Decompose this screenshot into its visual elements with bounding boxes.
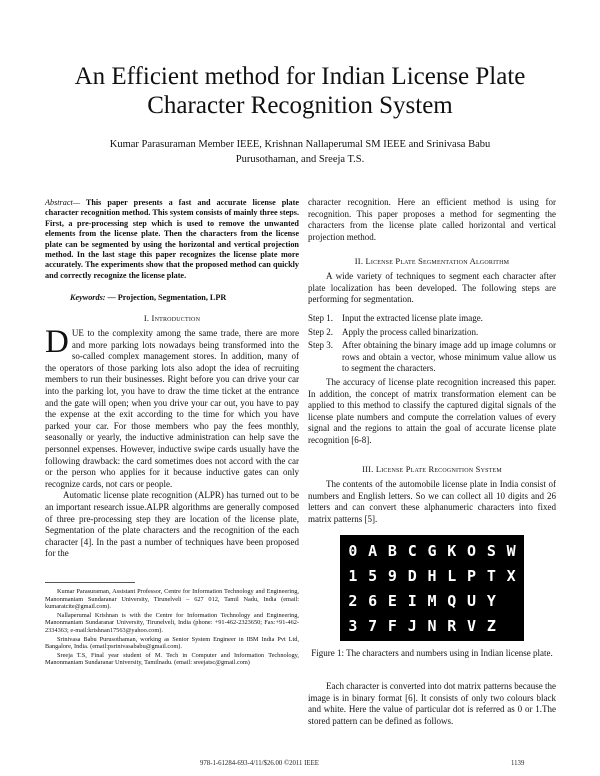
plate-character: 5	[368, 566, 378, 585]
author-line-1: Kumar Parasuraman Member IEEE, Krishnan Nallaperumal SM IEEE and Srinivasa Babu	[109, 139, 491, 150]
plate-character: E	[387, 591, 397, 610]
drop-cap: D	[45, 324, 69, 360]
author-line-2: Purusothaman, and Sreeja T.S.	[235, 154, 365, 165]
step-item: Step 2. Apply the process called binarization.	[308, 326, 479, 337]
intro-paragraph-2: Automatic license plate recognition (ALPR) has turned out to be an important research issue.ALPR algorithms are generally composed of three pre-processing step they are location of the license plate, Segmentation of the plate characters and the recognition of the each character [4]. In the past a number of techniques have been proposed for the	[45, 490, 299, 559]
section-2-paragraph-1: A wide variety of techniques to segment each character after plate localization has been developed. The following steps are performing for segmentation.	[308, 271, 556, 305]
plate-character: P	[467, 566, 477, 585]
page-number: 1139	[511, 760, 525, 767]
plate-character: T	[486, 566, 496, 585]
plate-character: Z	[486, 616, 496, 635]
keywords-text: — Projection, Segmentation, LPR	[107, 293, 227, 302]
author-list	[70, 137, 530, 167]
plate-character: A	[368, 541, 378, 560]
plate-character: 0	[348, 541, 358, 560]
plate-character: N	[427, 616, 437, 635]
footnote-divider	[45, 582, 135, 583]
plate-character: 6	[368, 591, 378, 610]
section-1-body	[45, 324, 299, 560]
plate-character: 1	[348, 566, 358, 585]
section-3-heading: III. License Plate Recognition System	[362, 464, 502, 474]
keywords	[70, 293, 226, 302]
step-item: Step 3. After obtaining the binary image add up image columns or rows and obtain a vector, whose minimum value allow us to segment the characters.	[308, 340, 556, 374]
intro-continuation: character recognition. Here an efficient method is using for recognition. This paper proposes a method for segmenting the characters from the license plate called horizontal and vertical projection method.	[308, 197, 556, 242]
plate-character: 2	[348, 591, 358, 610]
plate-character: R	[447, 616, 457, 635]
plate-character: 3	[348, 616, 358, 635]
plate-character: I	[407, 591, 417, 610]
footnote-3: Srinivasa Babu Purusothaman, working as Senior System Engineer in IBM India Pvt Ltd, Bangalore, India. (email:psrinivasababu@gmail.com).	[45, 635, 299, 651]
plate-character: G	[427, 541, 437, 560]
license-plate-characters-figure	[340, 535, 524, 641]
plate-character: B	[387, 541, 397, 560]
section-2-paragraph-2: The accuracy of license plate recognition increased this paper. In addition, the concept of matrix transformation element can be applied to this method to classify the captured digital signals of the license plate numbers and compute the correlation values of every signal and the regions to attain the goal of accurate license plate recognition [6-8].	[308, 377, 556, 445]
footnotes	[45, 588, 299, 668]
plate-character: 7	[368, 616, 378, 635]
section-2-heading: II. License Plate Segmentation Algorithm	[354, 256, 510, 266]
plate-character: D	[407, 566, 417, 585]
intro-paragraph-1: UE to the complexity among the same trade, there are more and more parking lots nowadays being transformed into the so-called complex management stores. In addition, many of the operators of those parking lots also adopt the idea of recruiting members to run their businesses. Right before you can drive your car into the parking lot, you have to draw the time ticket at the entrance and the gate will open; when you drive your car out, you have to pay the expense at the exit according to the time for which you have parked your car. For those members who pay the fees monthly, seasonally or yearly, the inductive administration can help save the personnel expenses. However, inductive swipe cards usually have the following drawback: the card sometimes does not accord with the car or the person who applies for it because inductive gates can only recognize cards, not cars or people.	[45, 328, 299, 489]
segmentation-steps	[308, 313, 556, 377]
section-3-paragraph-2: Each character is converted into dot matrix patterns because the image is in binary format [6]. It consists of only two colours black and white. Here the value of particular dot is referred as 0 or 1.The stored pattern can be defined as follows.	[308, 681, 556, 726]
plate-character: V	[467, 616, 477, 635]
abstract-label: Abstract—	[45, 198, 81, 207]
footnote-4: Sreeja T.S, Final year student of M. Tech in Computer and Information Technology, Manonmaniam Sundaranar University, Tamilnadu. (email: sreejatsc@gmail.com)	[45, 651, 299, 667]
figure-caption: Figure 1: The characters and numbers using in Indian license plate.	[311, 648, 553, 658]
footnote-2: Nallaperumal Krishnan is with the Centre for Information Technology and Engineering, Manonmaniam Sundaranar University, Tirunelveli, India (phone: +91-462-2323650; Fax:+91-462-2334363; e-mail:krishnan17563@yahoo.com).	[45, 611, 299, 634]
section-3-paragraph-1: The contents of the automobile license plate in India consist of numbers and English letters. So we can collect all 10 digits and 26 letters and can convert these alphanumeric characters into fixed matrix patterns [5].	[308, 479, 556, 524]
plate-character: L	[447, 566, 457, 585]
plate-character: X	[506, 566, 516, 585]
abstract-text: This paper presents a fast and accurate license plate character recognition method. This system consists of mainly three steps. First, a pre-processing step which is used to remove the unwanted elements from the license plate. Then the characters from the license plate can be segmented by using the horizontal and vertical projection method. In the last stage this paper recognizes the license plate more accurately. The experiments show that the proposed method can quickly and correctly recognize the license plate.	[45, 198, 299, 280]
plate-character: M	[427, 591, 437, 610]
plate-character: 9	[387, 566, 397, 585]
plate-character: U	[467, 591, 477, 610]
footer-isbn: 978-1-61284-693-4/11/$26.00 ©2011 IEEE	[200, 760, 319, 767]
plate-character: K	[447, 541, 457, 560]
paper-title: An Efficient method for Indian License Plate Character Recognition System	[74, 63, 526, 119]
abstract	[45, 198, 299, 281]
footnote-1: Kumar Parasuraman, Assistant Professor, Centre for Information Technology and Engineering, Manonmaniam Sundaranar University, Tirunelveli – 627 012, Tamil Nadu, India (email: kumaratcite@gmail.com).	[45, 588, 299, 611]
plate-character	[502, 589, 520, 612]
section-1-heading: I. Introduction	[143, 313, 201, 323]
plate-character: F	[387, 616, 397, 635]
plate-character: S	[486, 541, 496, 560]
plate-character: H	[427, 566, 437, 585]
plate-character: J	[407, 616, 417, 635]
plate-character	[502, 614, 520, 637]
step-item: Step 1. Input the extracted license plate image.	[308, 313, 483, 323]
plate-character: O	[467, 541, 477, 560]
plate-character: Y	[486, 591, 496, 610]
plate-character: W	[506, 541, 516, 560]
plate-character: C	[407, 541, 417, 560]
keywords-label: Keywords:	[70, 293, 106, 302]
plate-character: Q	[447, 591, 457, 610]
